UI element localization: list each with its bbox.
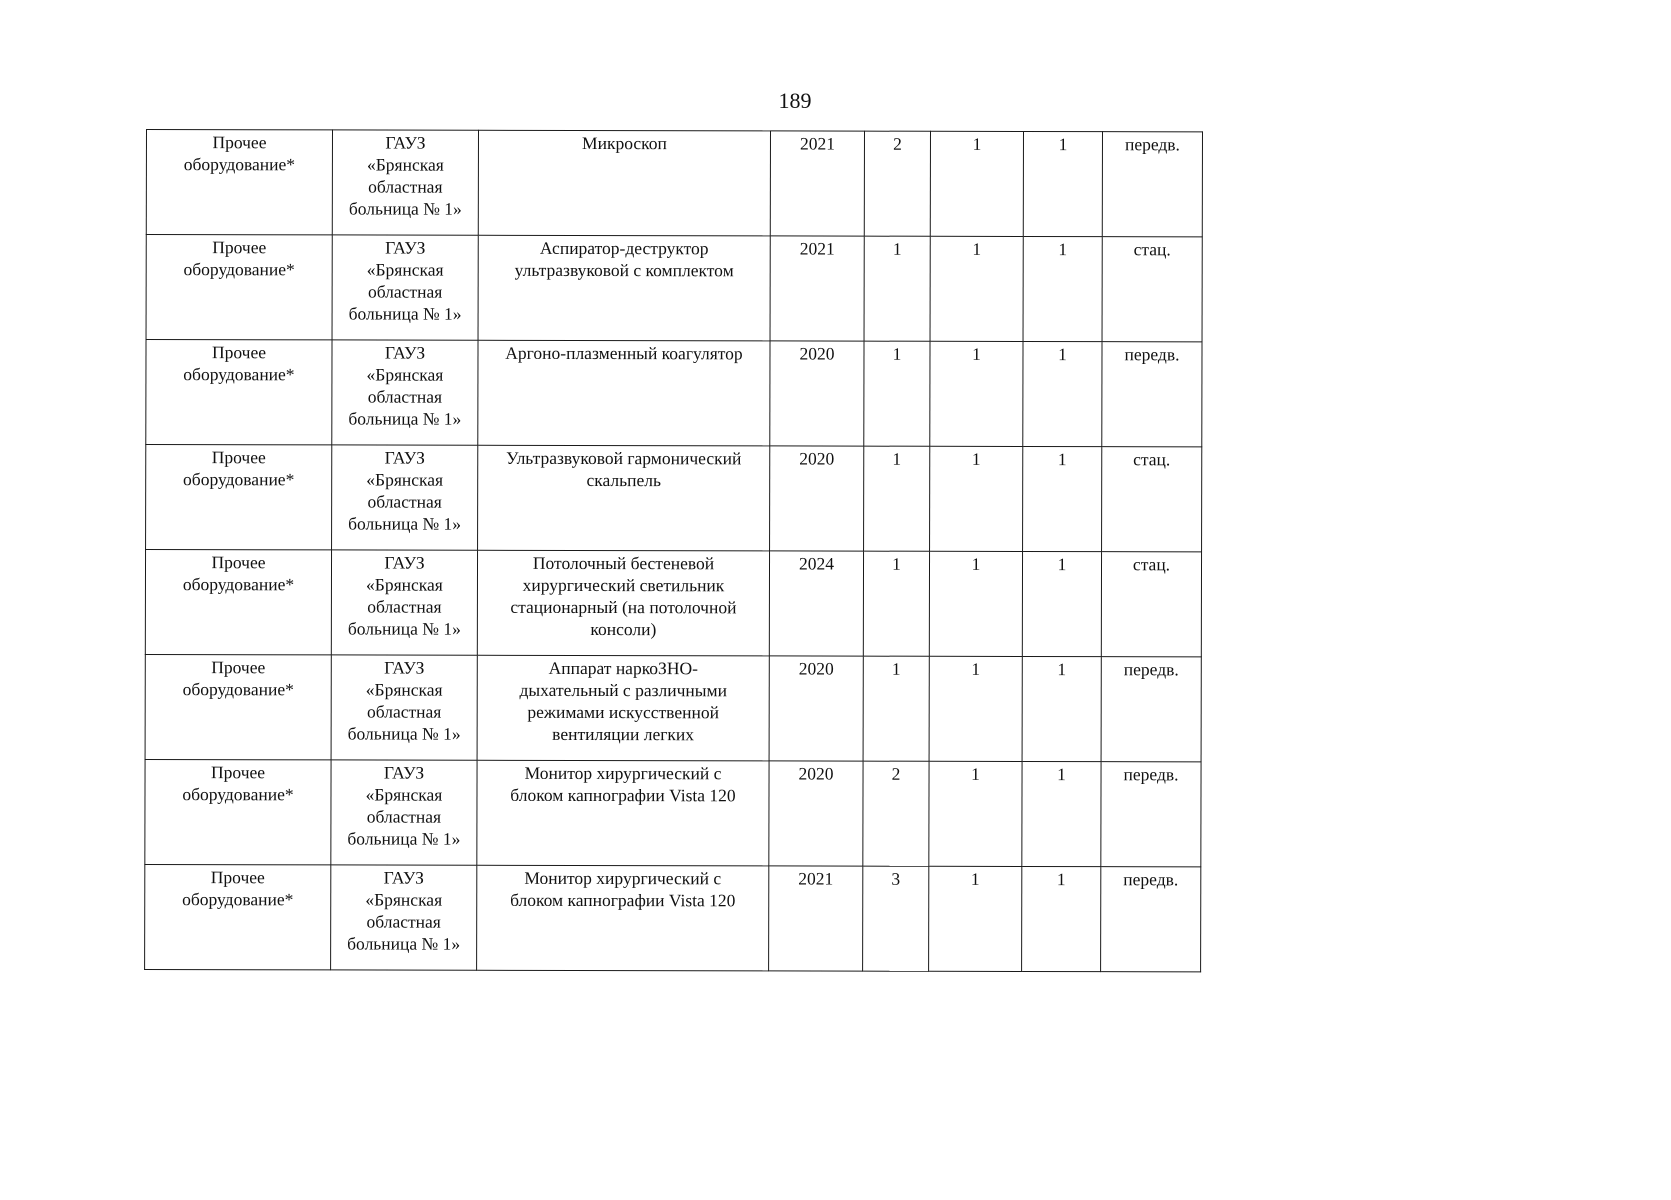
- cell-mode-text: передв.: [1123, 869, 1179, 890]
- cell-quantity-text: 1: [892, 238, 902, 259]
- cell-column-7: [1023, 446, 1102, 551]
- cell-column-7-text: 1: [1058, 134, 1068, 155]
- cell-quantity-text: 3: [891, 868, 901, 889]
- cell-category-text: Прочее оборудование*: [182, 552, 295, 595]
- cell-category: [145, 654, 331, 759]
- cell-category-text: Прочее оборудование*: [183, 447, 295, 490]
- cell-column-7-text: 1: [1057, 554, 1067, 575]
- cell-equipment-name: [478, 235, 770, 341]
- table-body: [145, 130, 1203, 972]
- cell-equipment-name-text: Потолочный бестеневой хирургический светильник стационарный (на потолочной консоли): [510, 552, 737, 640]
- cell-organization-text: ГАУЗ «Брянская областная больница № 1»: [348, 237, 462, 324]
- cell-column-7: [1022, 656, 1101, 761]
- cell-mode: [1102, 132, 1202, 237]
- cell-mode-text: передв.: [1123, 659, 1179, 680]
- cell-organization: [331, 865, 477, 970]
- cell-column-6: [930, 236, 1023, 341]
- cell-category-text: Прочее оборудование*: [182, 867, 294, 910]
- cell-quantity: [864, 131, 930, 236]
- cell-quantity: [863, 761, 929, 866]
- cell-column-6-text: 1: [971, 553, 981, 574]
- cell-column-6-text: 1: [972, 133, 982, 154]
- cell-mode-text: стац.: [1133, 239, 1171, 260]
- cell-quantity: [864, 341, 930, 446]
- cell-equipment-name-text: Аппарат наркоЗНО- дыхательный с различными режимами искусственной вентиляции легких: [519, 657, 728, 745]
- cell-organization: [332, 130, 478, 235]
- cell-equipment-name-text: Монитор хирургический с блоком капнографии Vista 120: [510, 762, 736, 806]
- cell-quantity-text: 1: [892, 448, 902, 469]
- table-row: [145, 654, 1201, 761]
- cell-year-text: 2020: [798, 658, 834, 679]
- cell-column-7-text: 1: [1058, 239, 1068, 260]
- cell-equipment-name: [477, 760, 769, 866]
- cell-category: [146, 340, 332, 445]
- cell-organization-text: ГАУЗ «Брянская областная больница № 1»: [347, 867, 461, 954]
- cell-organization-text: ГАУЗ «Брянская областная больница № 1»: [348, 132, 462, 219]
- cell-category: [146, 130, 332, 235]
- cell-category: [145, 759, 331, 864]
- cell-organization-text: ГАУЗ «Брянская областная больница № 1»: [347, 657, 461, 744]
- cell-column-6: [930, 131, 1023, 236]
- cell-mode-text: стац.: [1133, 449, 1171, 470]
- cell-year: [769, 866, 863, 971]
- table-row: [145, 759, 1201, 866]
- cell-year: [770, 236, 864, 341]
- cell-column-7: [1022, 866, 1101, 971]
- page-number: 189: [778, 88, 812, 113]
- cell-category-text: Прочее оборудование*: [183, 237, 295, 280]
- cell-equipment-name-text: Аспиратор-деструктор ультразвуковой с комплектом: [514, 237, 734, 281]
- cell-mode: [1101, 867, 1201, 972]
- cell-column-6: [929, 656, 1022, 761]
- cell-quantity: [864, 446, 930, 551]
- cell-mode-text: передв.: [1123, 764, 1179, 785]
- table-row: [146, 340, 1202, 447]
- cell-year-text: 2021: [799, 238, 835, 259]
- cell-category: [146, 445, 332, 550]
- cell-mode: [1102, 447, 1202, 552]
- cell-column-6-text: 1: [972, 238, 982, 259]
- cell-year: [769, 656, 863, 761]
- cell-year: [770, 446, 864, 551]
- cell-category-text: Прочее оборудование*: [183, 132, 296, 175]
- cell-mode: [1101, 657, 1201, 762]
- table-row: [146, 445, 1202, 552]
- cell-equipment-name: [478, 340, 770, 446]
- cell-year: [769, 761, 863, 866]
- cell-equipment-name: [477, 865, 769, 971]
- cell-column-6-text: 1: [971, 448, 981, 469]
- cell-organization-text: ГАУЗ «Брянская областная больница № 1»: [348, 447, 462, 534]
- cell-category-text: Прочее оборудование*: [182, 657, 294, 700]
- cell-column-7: [1023, 131, 1102, 236]
- cell-column-7: [1022, 551, 1101, 656]
- cell-column-7: [1023, 341, 1102, 446]
- cell-column-6-text: 1: [970, 868, 980, 889]
- cell-quantity-text: 2: [891, 763, 901, 784]
- cell-quantity: [863, 656, 929, 761]
- cell-organization-text: ГАУЗ «Брянская областная больница № 1»: [347, 552, 461, 639]
- cell-year: [770, 131, 864, 236]
- cell-year-text: 2020: [798, 763, 834, 784]
- cell-year-text: 2021: [798, 868, 834, 889]
- cell-equipment-name-text: Ультразвуковой гармонический скальпель: [506, 447, 742, 491]
- cell-quantity-text: 1: [892, 343, 902, 364]
- cell-year-text: 2020: [799, 448, 835, 469]
- cell-year-text: 2021: [799, 133, 835, 154]
- cell-category: [145, 864, 331, 969]
- cell-organization: [331, 655, 477, 760]
- table-row: [146, 130, 1202, 237]
- cell-quantity-text: 1: [891, 658, 901, 679]
- cell-column-7-text: 1: [1057, 659, 1067, 680]
- cell-column-7-text: 1: [1057, 764, 1066, 785]
- table-row: [145, 550, 1201, 657]
- cell-organization: [331, 550, 477, 655]
- cell-organization: [331, 760, 477, 865]
- cell-equipment-name-text: Аргоно-плазменный коагулятор: [505, 342, 743, 364]
- cell-mode: [1102, 342, 1202, 447]
- cell-column-6: [929, 761, 1022, 866]
- cell-year-text: 2020: [799, 343, 835, 364]
- cell-mode-text: передв.: [1124, 134, 1180, 155]
- cell-quantity: [863, 551, 929, 656]
- cell-column-7-text: 1: [1058, 344, 1067, 365]
- cell-year: [769, 551, 863, 656]
- cell-year-text: 2024: [798, 553, 835, 574]
- table-row: [146, 235, 1202, 342]
- cell-equipment-name: [477, 655, 769, 761]
- cell-mode-text: стац.: [1132, 554, 1171, 575]
- cell-category-text: Прочее оборудование*: [183, 342, 295, 385]
- cell-equipment-name-text: Микроскоп: [582, 132, 667, 154]
- cell-organization: [332, 445, 478, 550]
- cell-column-6-text: 1: [971, 763, 980, 784]
- cell-equipment-name-text: Монитор хирургический с блоком капнографии Vista 120: [510, 867, 736, 911]
- cell-column-6: [929, 551, 1022, 656]
- cell-organization-text: ГАУЗ «Брянская областная больница № 1»: [348, 342, 462, 429]
- cell-quantity: [863, 866, 929, 971]
- cell-quantity-text: 2: [893, 133, 902, 154]
- cell-category: [145, 550, 331, 655]
- cell-mode: [1101, 552, 1201, 657]
- cell-category: [146, 235, 332, 340]
- cell-mode: [1101, 762, 1201, 867]
- cell-column-6: [929, 866, 1022, 971]
- cell-category-text: Прочее оборудование*: [182, 762, 294, 805]
- cell-column-7-text: 1: [1057, 449, 1067, 470]
- cell-column-6-text: 1: [972, 343, 981, 364]
- cell-year: [770, 341, 864, 446]
- cell-organization: [332, 340, 478, 445]
- cell-column-7-text: 1: [1056, 869, 1066, 890]
- cell-equipment-name: [478, 130, 770, 236]
- cell-equipment-name: [477, 550, 769, 656]
- cell-column-6: [930, 341, 1023, 446]
- table-row: [145, 864, 1201, 971]
- cell-quantity-text: 1: [892, 553, 901, 574]
- cell-column-7: [1023, 236, 1102, 341]
- cell-equipment-name: [478, 445, 770, 551]
- cell-organization: [332, 235, 478, 340]
- cell-column-6: [930, 446, 1023, 551]
- cell-column-7: [1022, 761, 1101, 866]
- cell-quantity: [864, 236, 930, 341]
- cell-mode: [1102, 237, 1202, 342]
- cell-mode-text: передв.: [1124, 344, 1180, 365]
- cell-column-6-text: 1: [971, 658, 981, 679]
- cell-organization-text: ГАУЗ «Брянская областная больница № 1»: [347, 762, 461, 849]
- equipment-table: [144, 129, 1203, 972]
